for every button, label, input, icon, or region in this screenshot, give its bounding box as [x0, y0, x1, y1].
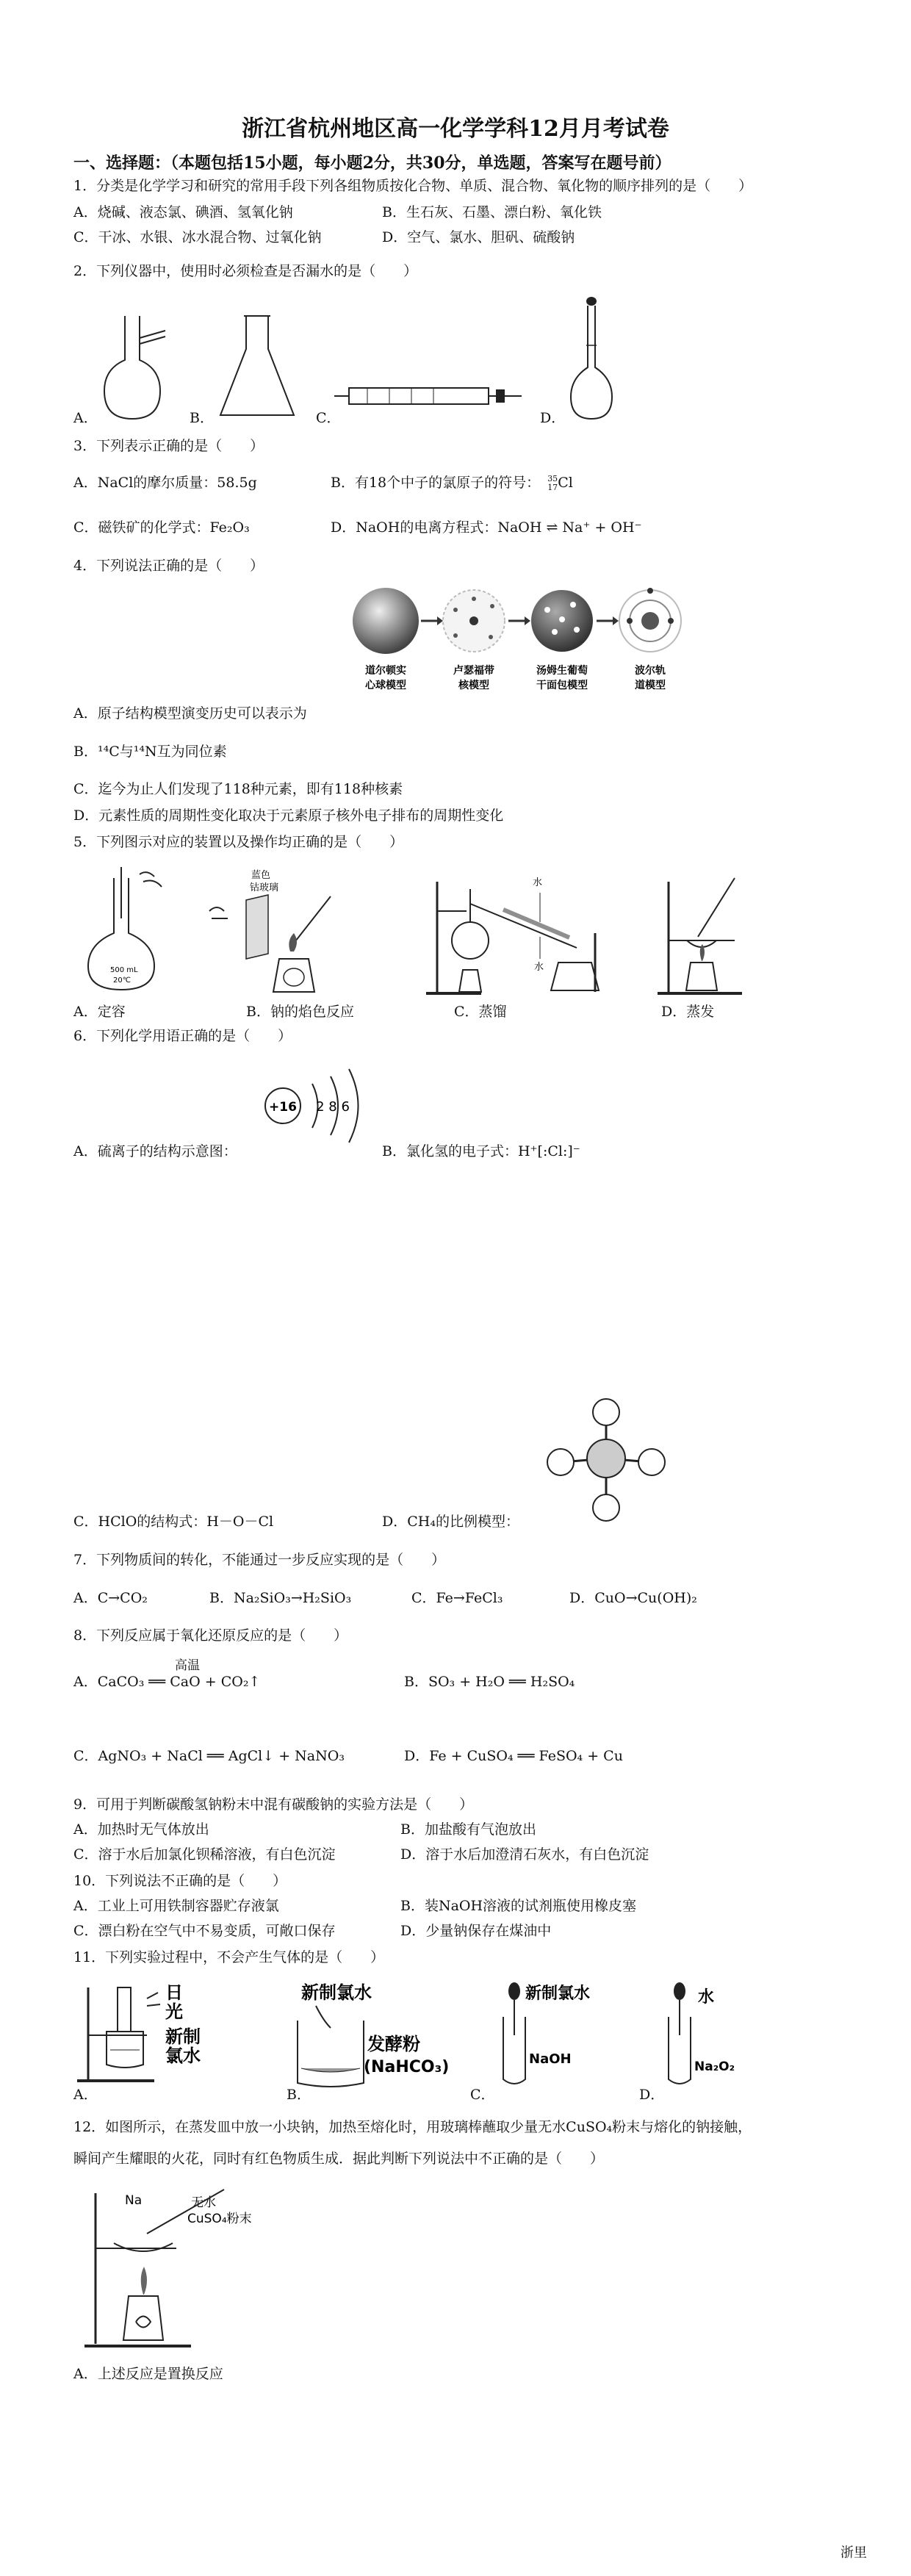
flame-test-figure [206, 867, 338, 999]
q5-option-b: B．钠的焰色反应 [246, 1004, 354, 1020]
q3-option-c: C．磁铁矿的化学式：Fe₂O₃ [73, 519, 250, 536]
q5-stem: 5．下列图示对应的装置以及操作均正确的是（ ） [73, 834, 404, 850]
q9-option-d: D．溶于水后加澄清石灰水，有白色沉淀 [400, 1846, 649, 1863]
label-sun: 日 [165, 1984, 183, 2003]
chlorine-water-naoh-figure [485, 1976, 632, 2094]
q10-stem: 10．下列说法不正确的是（ ） [73, 1873, 287, 1889]
q11-stem: 11．下列实验过程中，不会产生气体的是（ ） [73, 1949, 385, 1965]
q6-option-a: A．硫离子的结构示意图： [73, 1143, 237, 1159]
label-fresh: 新制 [165, 2026, 201, 2047]
q4-option-c: C．迄今为止人们发现了118种元素，即有118种核素 [73, 781, 403, 797]
label-na: Na [125, 2193, 143, 2208]
q2-option-d: D． [540, 410, 566, 426]
q3-stem: 3．下列表示正确的是（ ） [73, 438, 264, 454]
distillation-figure [422, 867, 621, 999]
q2-option-b: B． [190, 410, 214, 426]
svg-text:干面包模型: 干面包模型 [536, 680, 588, 691]
q10-option-c: C．漂白粉在空气中不易变质，可敞口保存 [73, 1923, 336, 1939]
q6-option-b: B．氯化氢的电子式：H⁺[:Cl:]⁻ [382, 1143, 580, 1159]
q9-stem: 9．可用于判断碳酸氢钠粉末中混有碳酸钠的实验方法是（ ） [73, 1796, 474, 1813]
q6-stem: 6．下列化学用语正确的是（ ） [73, 1028, 292, 1044]
q5-option-d: D．蒸发 [661, 1004, 715, 1020]
label-na2o2: Na₂O₂ [694, 2059, 735, 2074]
isotope-atomic-number: 17 [547, 483, 558, 492]
q4-option-a: A．原子结构模型演变历史可以表示为 [73, 705, 307, 722]
q9-option-b: B．加盐酸有气泡放出 [400, 1821, 536, 1838]
svg-text:20℃: 20℃ [113, 976, 131, 985]
q8-option-b: B．SO₃ + H₂O ══ H₂SO₄ [404, 1674, 575, 1690]
q5-option-c: C．蒸馏 [454, 1004, 507, 1020]
q9-option-a: A．加热时无气体放出 [73, 1821, 209, 1838]
q7-option-a: A．C→CO₂ [73, 1590, 148, 1606]
svg-text:心球模型: 心球模型 [365, 680, 406, 691]
q3-option-b [331, 473, 573, 492]
q1-option-d: D．空气、氯水、胆矾、硫酸钠 [382, 229, 575, 245]
label-b-chlorine-water: 新制氯水 [301, 1982, 372, 2003]
q7-stem: 7．下列物质间的转化，不能通过一步反应实现的是（ ） [73, 1552, 446, 1568]
q4-stem: 4．下列说法正确的是（ ） [73, 558, 264, 574]
chlorine-water-sunlight-figure [73, 1984, 235, 2087]
q2-option-a: A． [73, 410, 98, 426]
q8-stem: 8．下列反应属于氧化还原反应的是（ ） [73, 1627, 348, 1644]
water-sodium-peroxide-figure [658, 1976, 760, 2094]
q10-option-a: A．工业上可用铁制容器贮存液氯 [73, 1898, 279, 1914]
label-baking-powder: 发酵粉 [367, 2034, 420, 2054]
sulfur-ion-structure-diagram [253, 1065, 364, 1146]
q8-option-a: A．CaCO₃ ══ CaO + CO₂↑ [73, 1674, 261, 1690]
label-light: 光 [165, 2001, 183, 2022]
svg-text:道模型: 道模型 [635, 680, 666, 691]
q6-option-d: D．CH₄的比例模型： [382, 1514, 519, 1530]
section-heading: 一、选择题：（本题包括15小题，每小题2分，共30分，单选题，答案写在题号前） [73, 154, 671, 173]
label-anhydrous: 无水 [191, 2195, 216, 2210]
q3-option-b-text: B．有18个中子的氯原子的符号： [331, 475, 541, 491]
q1-option-a: A．烧碱、液态氯、碘酒、氢氧化钠 [73, 204, 293, 220]
methane-space-filling-model [540, 1396, 672, 1525]
chlorine-water-baking-powder-figure [287, 1976, 478, 2094]
q11-option-c: C． [470, 2087, 495, 2103]
label-cuso4-powder: CuSO₄粉末 [187, 2212, 252, 2226]
svg-text:钴玻璃: 钴玻璃 [250, 882, 279, 893]
svg-text:道尔顿实: 道尔顿实 [365, 665, 406, 677]
sodium-copper-sulfate-figure [81, 2186, 272, 2355]
q4-option-d: D．元素性质的周期性变化取决于元素原子核外电子排布的周期性变化 [73, 807, 504, 824]
q10-option-d: D．少量钠保存在煤油中 [400, 1923, 552, 1939]
evaporation-figure [654, 867, 757, 999]
q6-option-c: C．HClO的结构式：H－O－Cl [73, 1514, 274, 1530]
q8-option-c: C．AgNO₃ + NaCl ══ AgCl↓ + NaNO₃ [73, 1748, 345, 1764]
q1-option-b: B．生石灰、石墨、漂白粉、氧化铁 [382, 204, 602, 220]
q7-option-d: D．CuO→Cu(OH)₂ [569, 1590, 697, 1606]
conical-flask-figure [213, 309, 301, 426]
q2-option-c: C． [316, 410, 341, 426]
page-title: 浙江省杭州地区高一化学学科12月月考试卷 [242, 116, 669, 142]
q7-option-b: B．Na₂SiO₃→H₂SiO₃ [209, 1590, 352, 1606]
q12-option-a: A．上述反应是置换反应 [73, 2366, 223, 2382]
atomic-model-evolution-figure [345, 584, 691, 709]
q2-stem: 2．下列仪器中，使用时必须检查是否漏水的是（ ） [73, 263, 418, 279]
svg-text:蓝色: 蓝色 [251, 870, 271, 881]
nucleus-charge: +16 [269, 1100, 297, 1115]
q5-option-a: A．定容 [73, 1004, 126, 1020]
label-water: 水 [698, 1988, 715, 2007]
label-chlorine-water: 氯水 [165, 2046, 201, 2066]
q10-option-b: B．装NaOH溶液的试剂瓶使用橡皮塞 [400, 1898, 637, 1914]
q7-option-c: C．Fe→FeCl₃ [411, 1590, 503, 1606]
svg-text:核模型: 核模型 [458, 680, 489, 691]
q11-option-a: A． [73, 2087, 98, 2103]
page-footer: 浙里 [840, 2545, 867, 2561]
label-nahco3: (NaHCO₃) [364, 2058, 450, 2076]
q11-option-b: B． [287, 2087, 311, 2103]
svg-text:水: 水 [533, 877, 543, 888]
label-c-chlorine-water: 新制氯水 [525, 1985, 591, 2003]
round-bottom-flask-figure [96, 309, 184, 426]
q8-option-d: D．Fe + CuSO₄ ══ FeSO₄ + Cu [404, 1748, 623, 1764]
svg-text:汤姆生葡萄: 汤姆生葡萄 [536, 665, 588, 677]
q3-option-a: A．NaCl的摩尔质量：58.5g [73, 475, 257, 491]
isotope-symbol: Cl [558, 475, 573, 491]
q12-stem-line2: 瞬间产生耀眼的火花，同时有红色物质生成．据此判断下列说法中不正确的是（ ） [73, 2151, 605, 2167]
electron-shells: 2 8 6 [316, 1099, 350, 1115]
svg-text:卢瑟福带: 卢瑟福带 [453, 665, 494, 677]
svg-text:波尔轨: 波尔轨 [635, 665, 666, 677]
q12-stem-line1: 12．如图所示，在蒸发皿中放一小块钠，加热至熔化时，用玻璃棒蘸取少量无水CuSO₄粉末与熔化的钠接触， [73, 2119, 752, 2135]
burette-tube-figure [331, 375, 529, 419]
isotope-mass-number: 35 [547, 474, 558, 483]
q8-a-condition: 高温 [175, 1658, 200, 1673]
q1-option-c: C．干冰、水银、冰水混合物、过氧化钠 [73, 229, 322, 245]
q4-option-b: B．¹⁴C与¹⁴N互为同位素 [73, 744, 227, 760]
volumetric-flask-figure [562, 294, 621, 426]
svg-text:500 mL: 500 mL [110, 966, 138, 974]
q1-stem: 1．分类是化学学习和研究的常用手段下列各组物质按化合物、单质、混合物、氧化物的顺序排列的是（ ） [73, 178, 753, 194]
svg-text:水: 水 [534, 962, 544, 973]
isotope-numbers [547, 475, 558, 492]
q11-option-d: D． [639, 2087, 665, 2103]
q3-option-d: D．NaOH的电离方程式：NaOH ⇌ Na⁺ + OH⁻ [331, 519, 642, 536]
q9-option-c: C．溶于水后加氯化钡稀溶液，有白色沉淀 [73, 1846, 336, 1863]
label-naoh: NaOH [529, 2051, 572, 2067]
volumetric-flask-filling-figure [73, 863, 176, 996]
